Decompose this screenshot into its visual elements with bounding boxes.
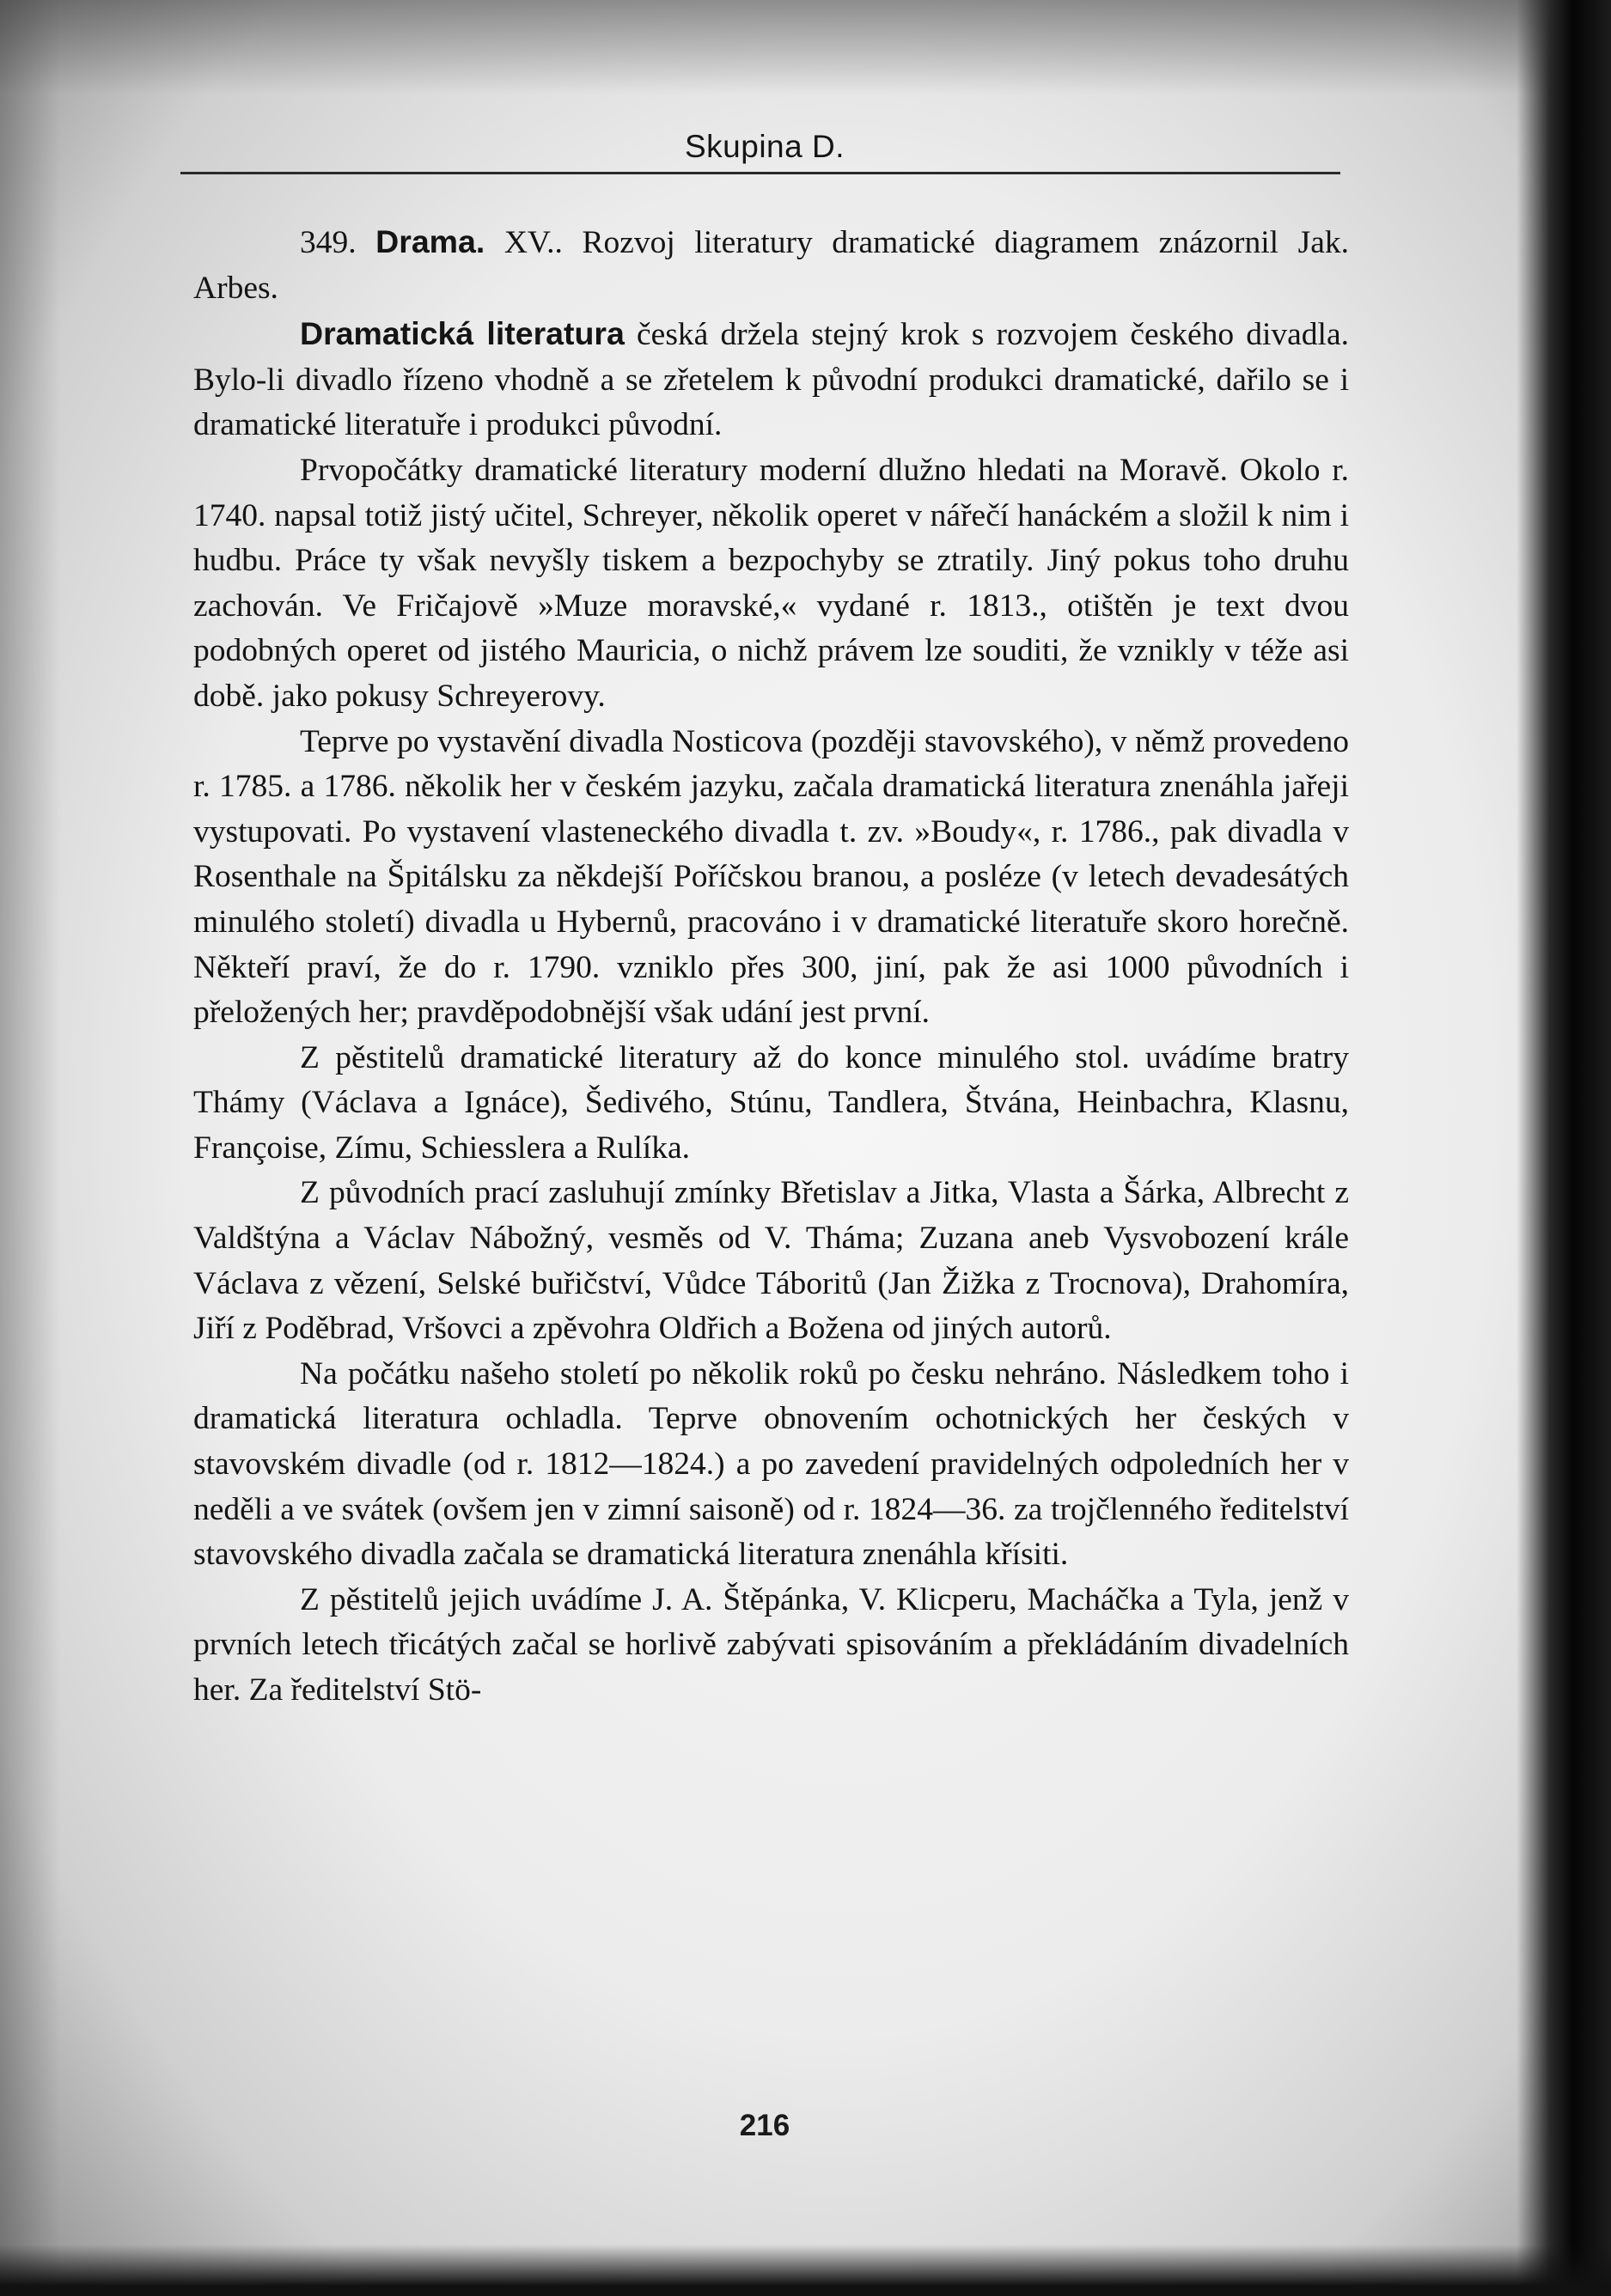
scan-shadow-top: [0, 0, 1611, 94]
paragraph-4: Z pěstitelů dramatické literatury až do konce minulého stol. uvádíme bratry Thámy (Václava a Ignáce), Šedivého, Stúnu, Tandlera, Štvána, Heinbachra, Klasnu, Françoise, Zímu, Schiesslera a Rulíka.: [193, 1039, 1349, 1166]
paragraph-3: Teprve po vystavění divadla Nosticova (později stavovského), v němž provedeno r. 1785. a 1786. několik her v českém jazyku, začala dramatická literatura znenáhla jařeji vystupovati. Po vystavení vlasteneckého divadla t. zv. »Boudy«, r. 1786., pak divadla v Rosenthale na Špitálsku za někdejší Poříčskou branou, a posléze (v letech devadesátých minulého století) divadla u Hybernů, pracováno i v dramatické literatuře skoro horečně. Někteří praví, že do r. 1790. vzniklo přes 300, jiní, pak že asi 1000 původních i přeložených her; pravděpodobnější však udání jest první.: [193, 723, 1349, 1031]
scan-shadow-bottom: [0, 2244, 1611, 2296]
paragraph-6: Na počátku našeho století po několik roků po česku nehráno. Následkem toho i dramatická literatura ochladla. Teprve obnovením ochotnických her českých v stavovském divadle (od r. 1812—1824.) a po zavedení pravidelných odpoledních her v neděli a ve svátek (ovšem jen v zimní saisoně) od r. 1824—36. za trojčlenného ředitelství stavovského divadla začala se dramatická literatura znenáhla křísiti.: [193, 1355, 1349, 1573]
paragraph-1: [193, 311, 1349, 448]
entry-heading: [193, 219, 1349, 311]
entry-number: 349.: [300, 225, 357, 260]
page-number: 216: [739, 2109, 790, 2142]
entry-heading-text: XV.. Rozvoj literatury dramatické diagramem znázornil Jak. Arbes.: [193, 225, 1349, 306]
page-body: [193, 219, 1349, 1714]
entry-keyword: Drama.: [375, 223, 485, 259]
scan-binding-edge: [1516, 0, 1611, 2296]
paragraph-7: Z pěstitelů jejich uvádíme J. A. Štěpánka, V. Klicperu, Macháčka a Tyla, jenž v prvních letech třicátých začal se horlivě zabývati spisováním a překládáním divadelních her. Za ředitelství Stö-: [193, 1581, 1349, 1708]
paragraph-5: Z původních prací zasluhují zmínky Břetislav a Jitka, Vlasta a Šárka, Albrecht z Valdštýna a Václav Nábožný, vesměs od V. Tháma; Zuzana aneb Vysvobození krále Václava z vězení, Selské buřičství, Vůdce Táboritů (Jan Žižka z Trocnova), Drahomíra, Jiří z Poděbrad, Vršovci a zpěvohra Oldřich a Božena od jiných autorů.: [193, 1175, 1349, 1347]
paragraph-2: Prvopočátky dramatické literatury moderní dlužno hledati na Moravě. Okolo r. 1740. napsal totiž jistý učitel, Schreyer, několik operet v nářečí hanáckém a složil k nim i hudbu. Práce ty však nevyšly tiskem a bezpochyby se ztratily. Jiný pokus toho druhu zachován. Ve Fričajově »Muze moravské,« vydané r. 1813., otištěn je text dvou podobných operet od jistého Mauricia, o nichž právem lze souditi, že vznikly v téže asi době. jako pokusy Schreyerovy.: [193, 452, 1349, 714]
header-rule: [180, 172, 1340, 174]
paragraph-1-text: česká držela stejný krok s rozvojem českého divadla. Bylo-li divadlo řízeno vhodně a se zřetelem k původní produkci dramatické, dařilo se i dramatické literatuře i produkci původní.: [193, 317, 1349, 443]
paragraph-1-lead: Dramatická literatura: [300, 315, 625, 352]
scan-shadow-left: [0, 0, 60, 2296]
running-head: Skupina D.: [685, 129, 845, 164]
